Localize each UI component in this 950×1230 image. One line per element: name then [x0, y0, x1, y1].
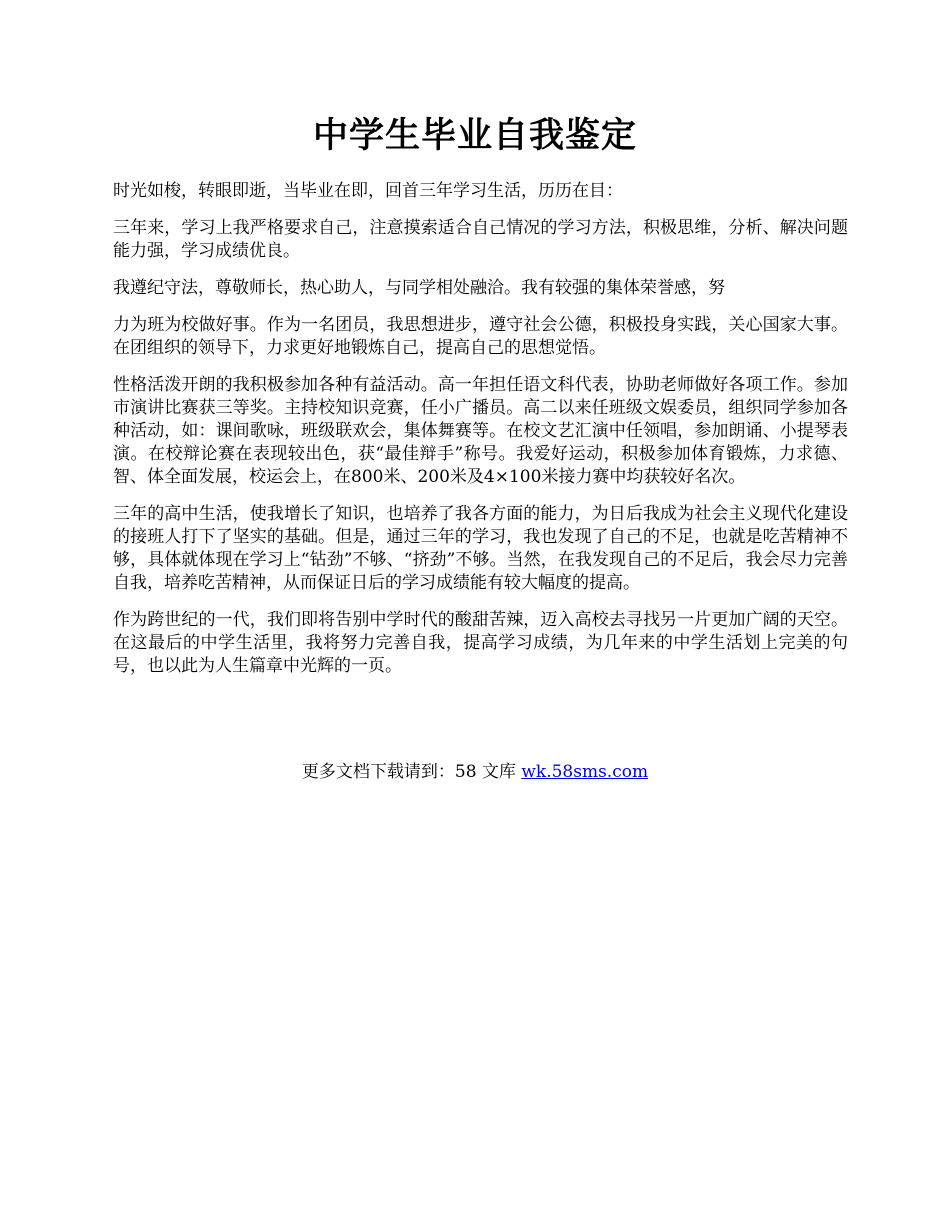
paragraph-intro: 时光如梭，转眼即逝，当毕业在即，回首三年学习生活，历历在目：	[113, 181, 623, 201]
footer-link[interactable]: wk.58sms.com	[521, 762, 649, 782]
document-footer	[0, 761, 950, 784]
paragraph-conduct: 我遵纪守法，尊敬师长，热心助人，与同学相处融洽。我有较强的集体荣誉感，努	[113, 278, 725, 298]
paragraph-conclusion: 作为跨世纪的一代，我们即将告别中学时代的酸甜苦辣，迈入高校去寻找另一片更加广阔的天空。在这最后的中学生活里，我将努力完善自我，提高学习成绩，为几年来的中学生活划上完美的句号，也以此为人生篇章中光辉的一页。	[113, 610, 848, 676]
footer-text: 更多文档下载请到：58 文库	[301, 762, 522, 782]
document-body	[113, 180, 848, 692]
paragraph-study: 三年来，学习上我严格要求自己，注意摸索适合自己情况的学习方法，积极思维，分析、解决问题能力强，学习成绩优良。	[113, 218, 848, 261]
paragraph-activities: 性格活泼开朗的我积极参加各种有益活动。高一年担任语文科代表，协助老师做好各项工作。参加市演讲比赛获三等奖。主持校知识竞赛，任小广播员。高二以来任班级文娱委员，组织同学参加各种活动，如：课间歌咏，班级联欢会，集体舞赛等。在校文艺汇演中任领唱，参加朗诵、小提琴表演。在校辩论赛在表现较出色，获“最佳辩手”称号。我爱好运动，积极参加体育锻炼，力求德、智、体全面发展，校运会上，在800米、200米及4×100米接力赛中均获较好名次。	[113, 375, 848, 487]
paragraph-reflection: 三年的高中生活，使我增长了知识，也培养了我各方面的能力，为日后我成为社会主义现代化建设的接班人打下了坚实的基础。但是，通过三年的学习，我也发现了自己的不足，也就是吃苦精神不够，具体就体现在学习上“钻劲”不够、“挤劲”不够。当然，在我发现自己的不足后，我会尽力完善自我，培养吃苦精神，从而保证日后的学习成绩能有较大幅度的提高。	[113, 504, 848, 593]
paragraph-conduct-continued: 力为班为校做好事。作为一名团员，我思想进步，遵守社会公德，积极投身实践，关心国家大事。在团组织的领导下，力求更好地锻炼自己，提高自己的思想觉悟。	[113, 315, 848, 358]
document-title: 中学生毕业自我鉴定	[312, 115, 637, 156]
